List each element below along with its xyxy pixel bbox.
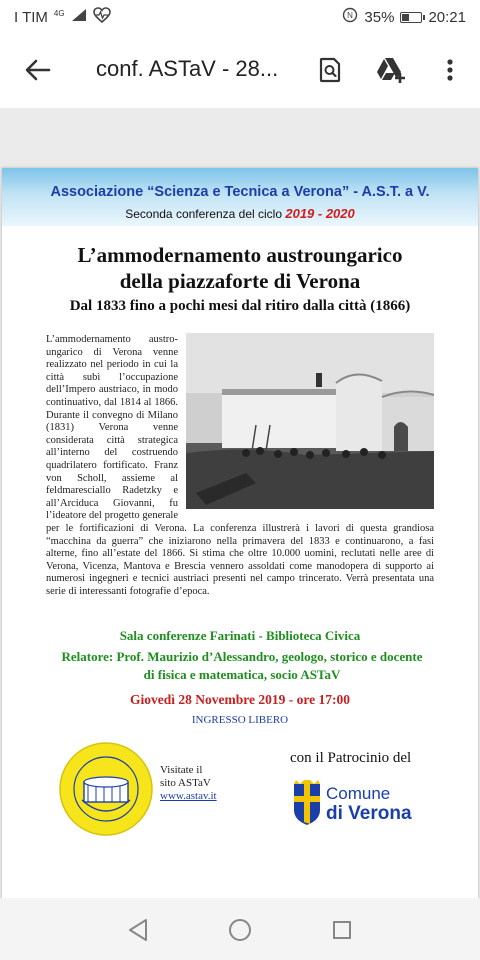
add-to-drive-icon[interactable] <box>374 54 410 86</box>
signal-icon <box>71 8 87 26</box>
title-line-1: L’ammodernamento austroungarico <box>77 243 403 267</box>
recents-square-icon[interactable] <box>328 916 356 944</box>
poster-page <box>2 168 478 948</box>
document-title: conf. ASTaV - 28... <box>96 56 279 81</box>
carrier-label: I TIM <box>14 8 48 26</box>
event-date: Giovedì 28 Novembre 2019 - ore 17:00 <box>130 692 350 707</box>
battery-percent-label: 35% <box>364 8 395 26</box>
cycle-line <box>2 206 478 221</box>
visit-site-block <box>160 764 217 803</box>
app-bar <box>0 32 480 108</box>
astav-logo <box>56 734 156 844</box>
poster-title <box>2 242 478 294</box>
title-line-2: della piazzaforte di Verona <box>119 269 361 293</box>
status-left <box>14 7 111 27</box>
back-arrow-icon[interactable] <box>20 54 56 86</box>
back-triangle-icon[interactable] <box>124 916 152 944</box>
speaker-label <box>42 648 442 684</box>
patronage-label: con il Patrocinio del <box>290 750 412 766</box>
historic-fort-photo <box>186 333 434 509</box>
visit-line-2: sito ASTaV <box>160 777 211 789</box>
comune-verona-logo <box>292 780 432 830</box>
poster-subtitle: Dal 1833 fino a pochi mesi dal ritiro dalla città (1866) <box>69 298 411 314</box>
battery-icon <box>400 12 422 23</box>
speaker-line-2: di fisica e matematica, socio ASTaV <box>143 667 341 682</box>
nfc-icon <box>342 7 358 27</box>
status-right <box>342 7 466 27</box>
more-vert-icon[interactable] <box>432 54 468 86</box>
cycle-years: 2019 - 2020 <box>285 206 355 221</box>
free-entry-label: INGRESSO LIBERO <box>191 714 289 726</box>
status-bar <box>0 0 480 32</box>
comune-line-1: Comune <box>326 784 391 803</box>
clock-label: 20:21 <box>428 8 466 26</box>
navigation-bar <box>0 898 480 960</box>
association-name: Associazione “Scienza e Tecnica a Verona” - A.S.T. a V. <box>50 184 430 200</box>
venue-label: Sala conferenze Farinati - Biblioteca Civica <box>119 628 361 643</box>
comune-line-2: di Verona <box>326 803 412 824</box>
visit-line-1: Visitate il <box>160 764 203 776</box>
find-in-page-icon[interactable] <box>312 54 348 86</box>
health-heart-icon <box>93 7 111 27</box>
document-viewer[interactable] <box>0 108 480 898</box>
home-circle-icon[interactable] <box>226 916 254 944</box>
body-text: L’ammodernamento austro-ungarico di Verona venne realizzato nel periodo in cui la città subì l’occupazione dell’Impero austriaco, in modo continuativo, dal 1814 al 1866. Durante il convegno di Milano (1831) Verona venne considerata città strategica all’interno del costruendo quadrilatero fortificato. Franz von Scholl, assieme al feldmaresciallo Radetzky e all’Arciduca Giovanni, fu l’ideatore del progetto generale per le fortificazioni di Verona. La conferenza illustrerà i lavori di questa grandiosa “macchina da guerra” che iniziarono nella primavera del 1833 e continuarono, a fasi alterne, fino all’estate del 1866. Si stima che oltre 10.000 uomini, reclutati nelle aree di Verona, Vicenza, Mantova e Brescia vennero assoldati come manodopera di supporto ai numerosi ingegneri e tecnici austriaci presenti nel campo trincerato. Verrà presentata una serie di interessanti fotografie d’epoca. <box>46 334 434 597</box>
svg-text:N: N <box>347 11 354 20</box>
speaker-line-1: Relatore: Prof. Maurizio d’Alessandro, geologo, storico e docente <box>61 649 423 664</box>
website-link[interactable]: www.astav.it <box>160 790 217 802</box>
network-type-label: 4G <box>53 8 65 18</box>
cycle-prefix: Seconda conferenza del ciclo <box>125 207 283 221</box>
